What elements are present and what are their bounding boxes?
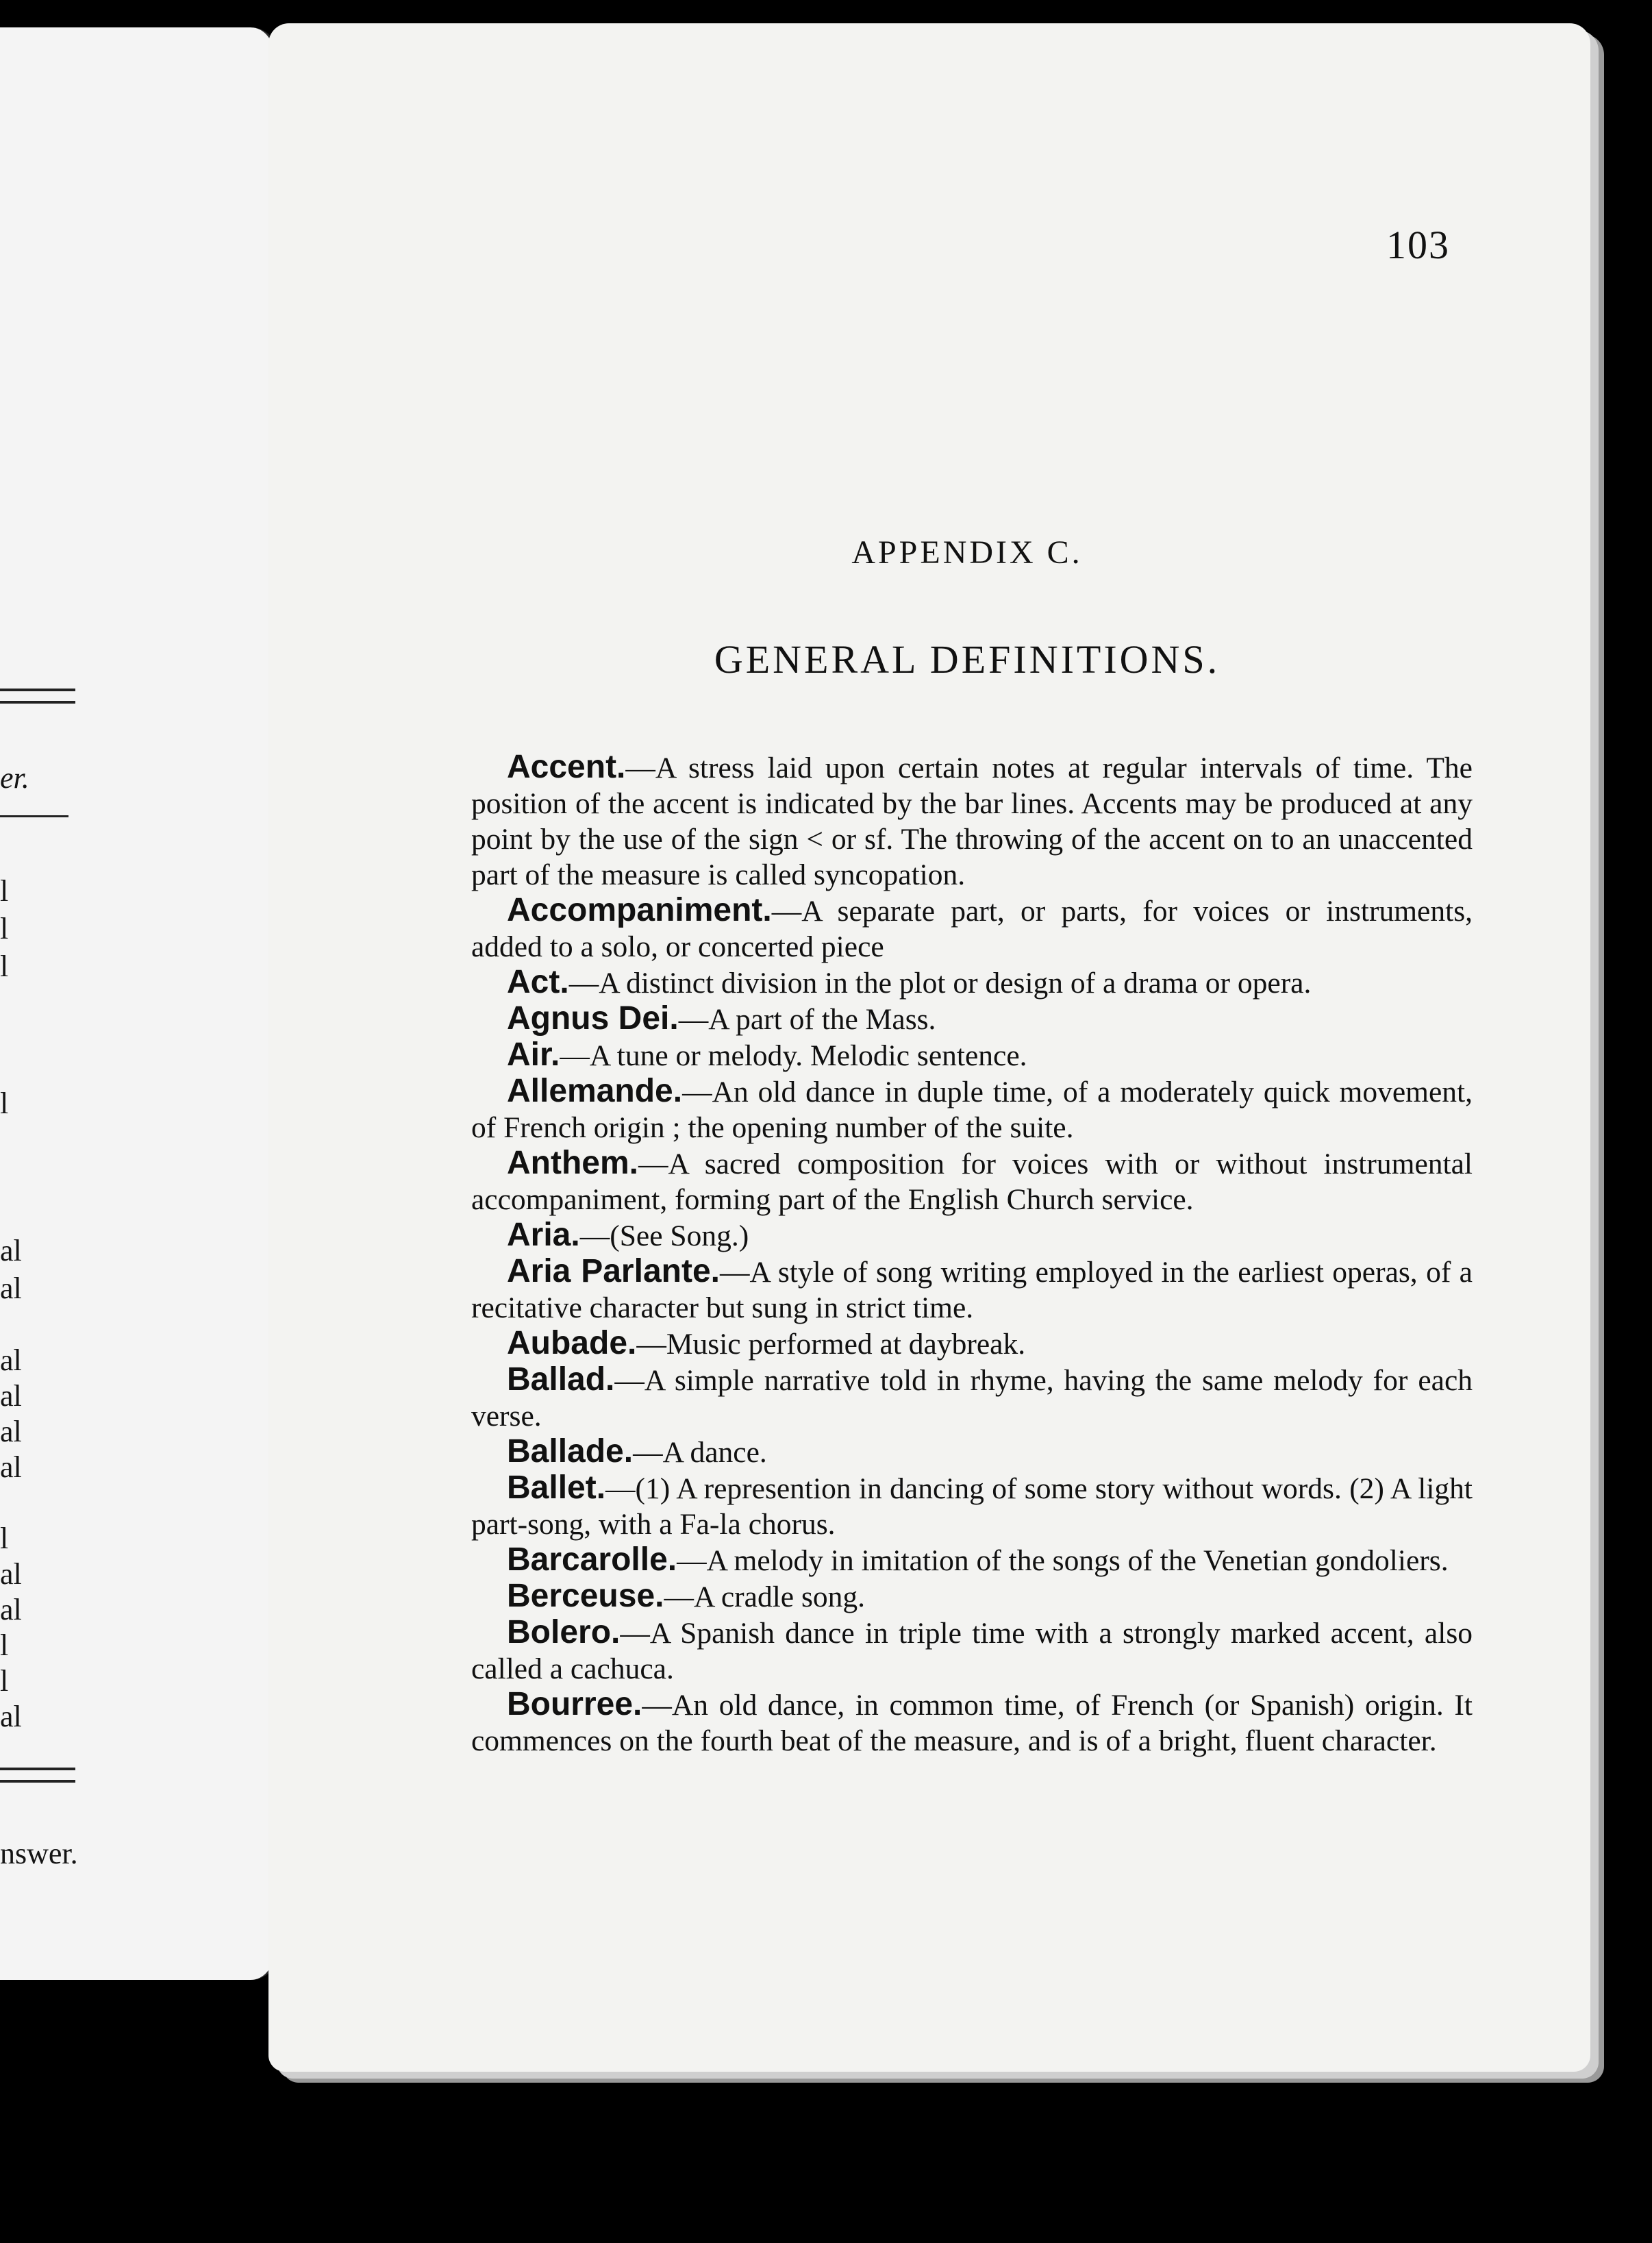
definition-entry xyxy=(471,1254,1473,1326)
definition-entry xyxy=(471,1434,1473,1470)
definition-entry xyxy=(471,965,1473,1001)
definition-text: —A stress laid upon certain notes at regular intervals of time. The position of the accent is indicated by the bar lines. Accents may be produced at any point by the use of the sign < or sf. The throwing of the accent on to an unaccented part of the measure is called syncopation. xyxy=(471,752,1473,891)
page-number: 103 xyxy=(1386,223,1450,267)
definition-text: —A melody in imitation of the songs of the Venetian gondoliers. xyxy=(677,1544,1449,1577)
previous-page-edge xyxy=(0,27,278,1980)
definition-text: —(See Song.) xyxy=(579,1219,749,1252)
definition-text: —A tune or melody. Melodic sentence. xyxy=(560,1039,1027,1072)
book-page xyxy=(268,23,1590,2072)
definition-term: Barcarolle. xyxy=(507,1541,677,1578)
definition-entry xyxy=(471,1001,1473,1037)
left-page-fragment: l xyxy=(0,1628,9,1662)
definition-text: —A cradle song. xyxy=(664,1581,866,1613)
definition-entry xyxy=(471,1145,1473,1217)
left-page-fragment: l xyxy=(0,1522,9,1555)
definition-entry xyxy=(471,1217,1473,1254)
definition-term: Accompaniment. xyxy=(507,892,772,928)
left-page-fragment: al xyxy=(0,1234,22,1267)
definition-term: Bolero. xyxy=(507,1614,621,1650)
left-page-fragment: al xyxy=(0,1272,22,1305)
definition-term: Anthem. xyxy=(507,1145,638,1181)
definition-text: —Music performed at daybreak. xyxy=(636,1328,1026,1361)
definition-term: Aubade. xyxy=(507,1325,637,1361)
definition-term: Ballade. xyxy=(507,1433,634,1470)
definition-term: Aria Parlante. xyxy=(507,1253,720,1289)
definition-text: —A style of song writing employed in the earliest operas, of a recitative character but sung in strict time. xyxy=(471,1256,1473,1324)
left-page-fragment: al xyxy=(0,1557,22,1591)
definition-term: Air. xyxy=(507,1037,560,1073)
definition-text: —An old dance, in common time, of French (or Spanish) origin. It commences on the fourth beat of the measure, and is of a bright, fluent character. xyxy=(471,1689,1473,1757)
definition-text: —A sacred composition for voices with or without instrumental accompaniment, forming part of the English Church service. xyxy=(471,1148,1473,1216)
appendix-heading: APPENDIX C. xyxy=(851,534,1083,571)
left-page-fragment: al xyxy=(0,1379,22,1413)
definition-term: Ballad. xyxy=(507,1361,615,1398)
definition-text: —A dance. xyxy=(633,1436,767,1469)
left-page-fragment: l xyxy=(0,912,9,945)
left-page-fragment: al xyxy=(0,1450,22,1484)
definition-term: Accent. xyxy=(507,749,626,785)
definitions-list xyxy=(471,749,1473,1759)
definition-term: Allemande. xyxy=(507,1073,683,1109)
definition-entry xyxy=(471,1362,1473,1434)
left-page-fragment: er. xyxy=(0,761,29,795)
definition-term: Berceuse. xyxy=(507,1578,664,1614)
definition-entry xyxy=(471,1542,1473,1578)
definition-term: Bourree. xyxy=(507,1686,642,1722)
definition-term: Act. xyxy=(507,964,569,1000)
left-page-fragment: l xyxy=(0,950,9,983)
definition-text: —A part of the Mass. xyxy=(678,1003,936,1036)
definition-term: Agnus Dei. xyxy=(507,1000,679,1037)
section-heading: GENERAL DEFINITIONS. xyxy=(714,637,1221,682)
definition-entry xyxy=(471,749,1473,893)
definition-text: —An old dance in duple time, of a moderately quick movement, of French origin ; the opening number of the suite. xyxy=(471,1076,1473,1144)
definition-text: —(1) A represention in dancing of some story without words. (2) A light part-song, with a Fa-la chorus. xyxy=(471,1472,1473,1541)
definition-entry xyxy=(471,1578,1473,1615)
left-page-fragment: al xyxy=(0,1593,22,1626)
double-rule xyxy=(0,689,75,704)
left-page-fragment: al xyxy=(0,1700,22,1733)
definition-term: Aria. xyxy=(507,1217,580,1253)
definition-term: Ballet. xyxy=(507,1470,606,1506)
definition-text: —A distinct division in the plot or design of a drama or opera. xyxy=(568,967,1312,1000)
double-rule xyxy=(0,1768,75,1783)
definition-entry xyxy=(471,1037,1473,1074)
left-page-fragment: al xyxy=(0,1415,22,1448)
definition-entry xyxy=(471,1326,1473,1362)
left-page-fragment: l xyxy=(0,1087,9,1120)
definition-entry xyxy=(471,1687,1473,1759)
definition-entry xyxy=(471,1470,1473,1542)
definition-text: —A separate part, or parts, for voices or instruments, added to a solo, or concerted piece xyxy=(471,895,1473,963)
definition-entry xyxy=(471,893,1473,965)
left-page-fragment: al xyxy=(0,1343,22,1377)
definition-entry xyxy=(471,1615,1473,1687)
single-rule xyxy=(0,815,68,817)
left-page-fragment: l xyxy=(0,874,9,908)
definition-text: —A Spanish dance in triple time with a strongly marked accent, also called a cachuca. xyxy=(471,1617,1473,1685)
left-page-fragment: nswer. xyxy=(0,1837,78,1870)
definition-entry xyxy=(471,1074,1473,1145)
definition-text: —A simple narrative told in rhyme, having the same melody for each verse. xyxy=(471,1364,1473,1433)
left-page-fragment: l xyxy=(0,1664,9,1698)
